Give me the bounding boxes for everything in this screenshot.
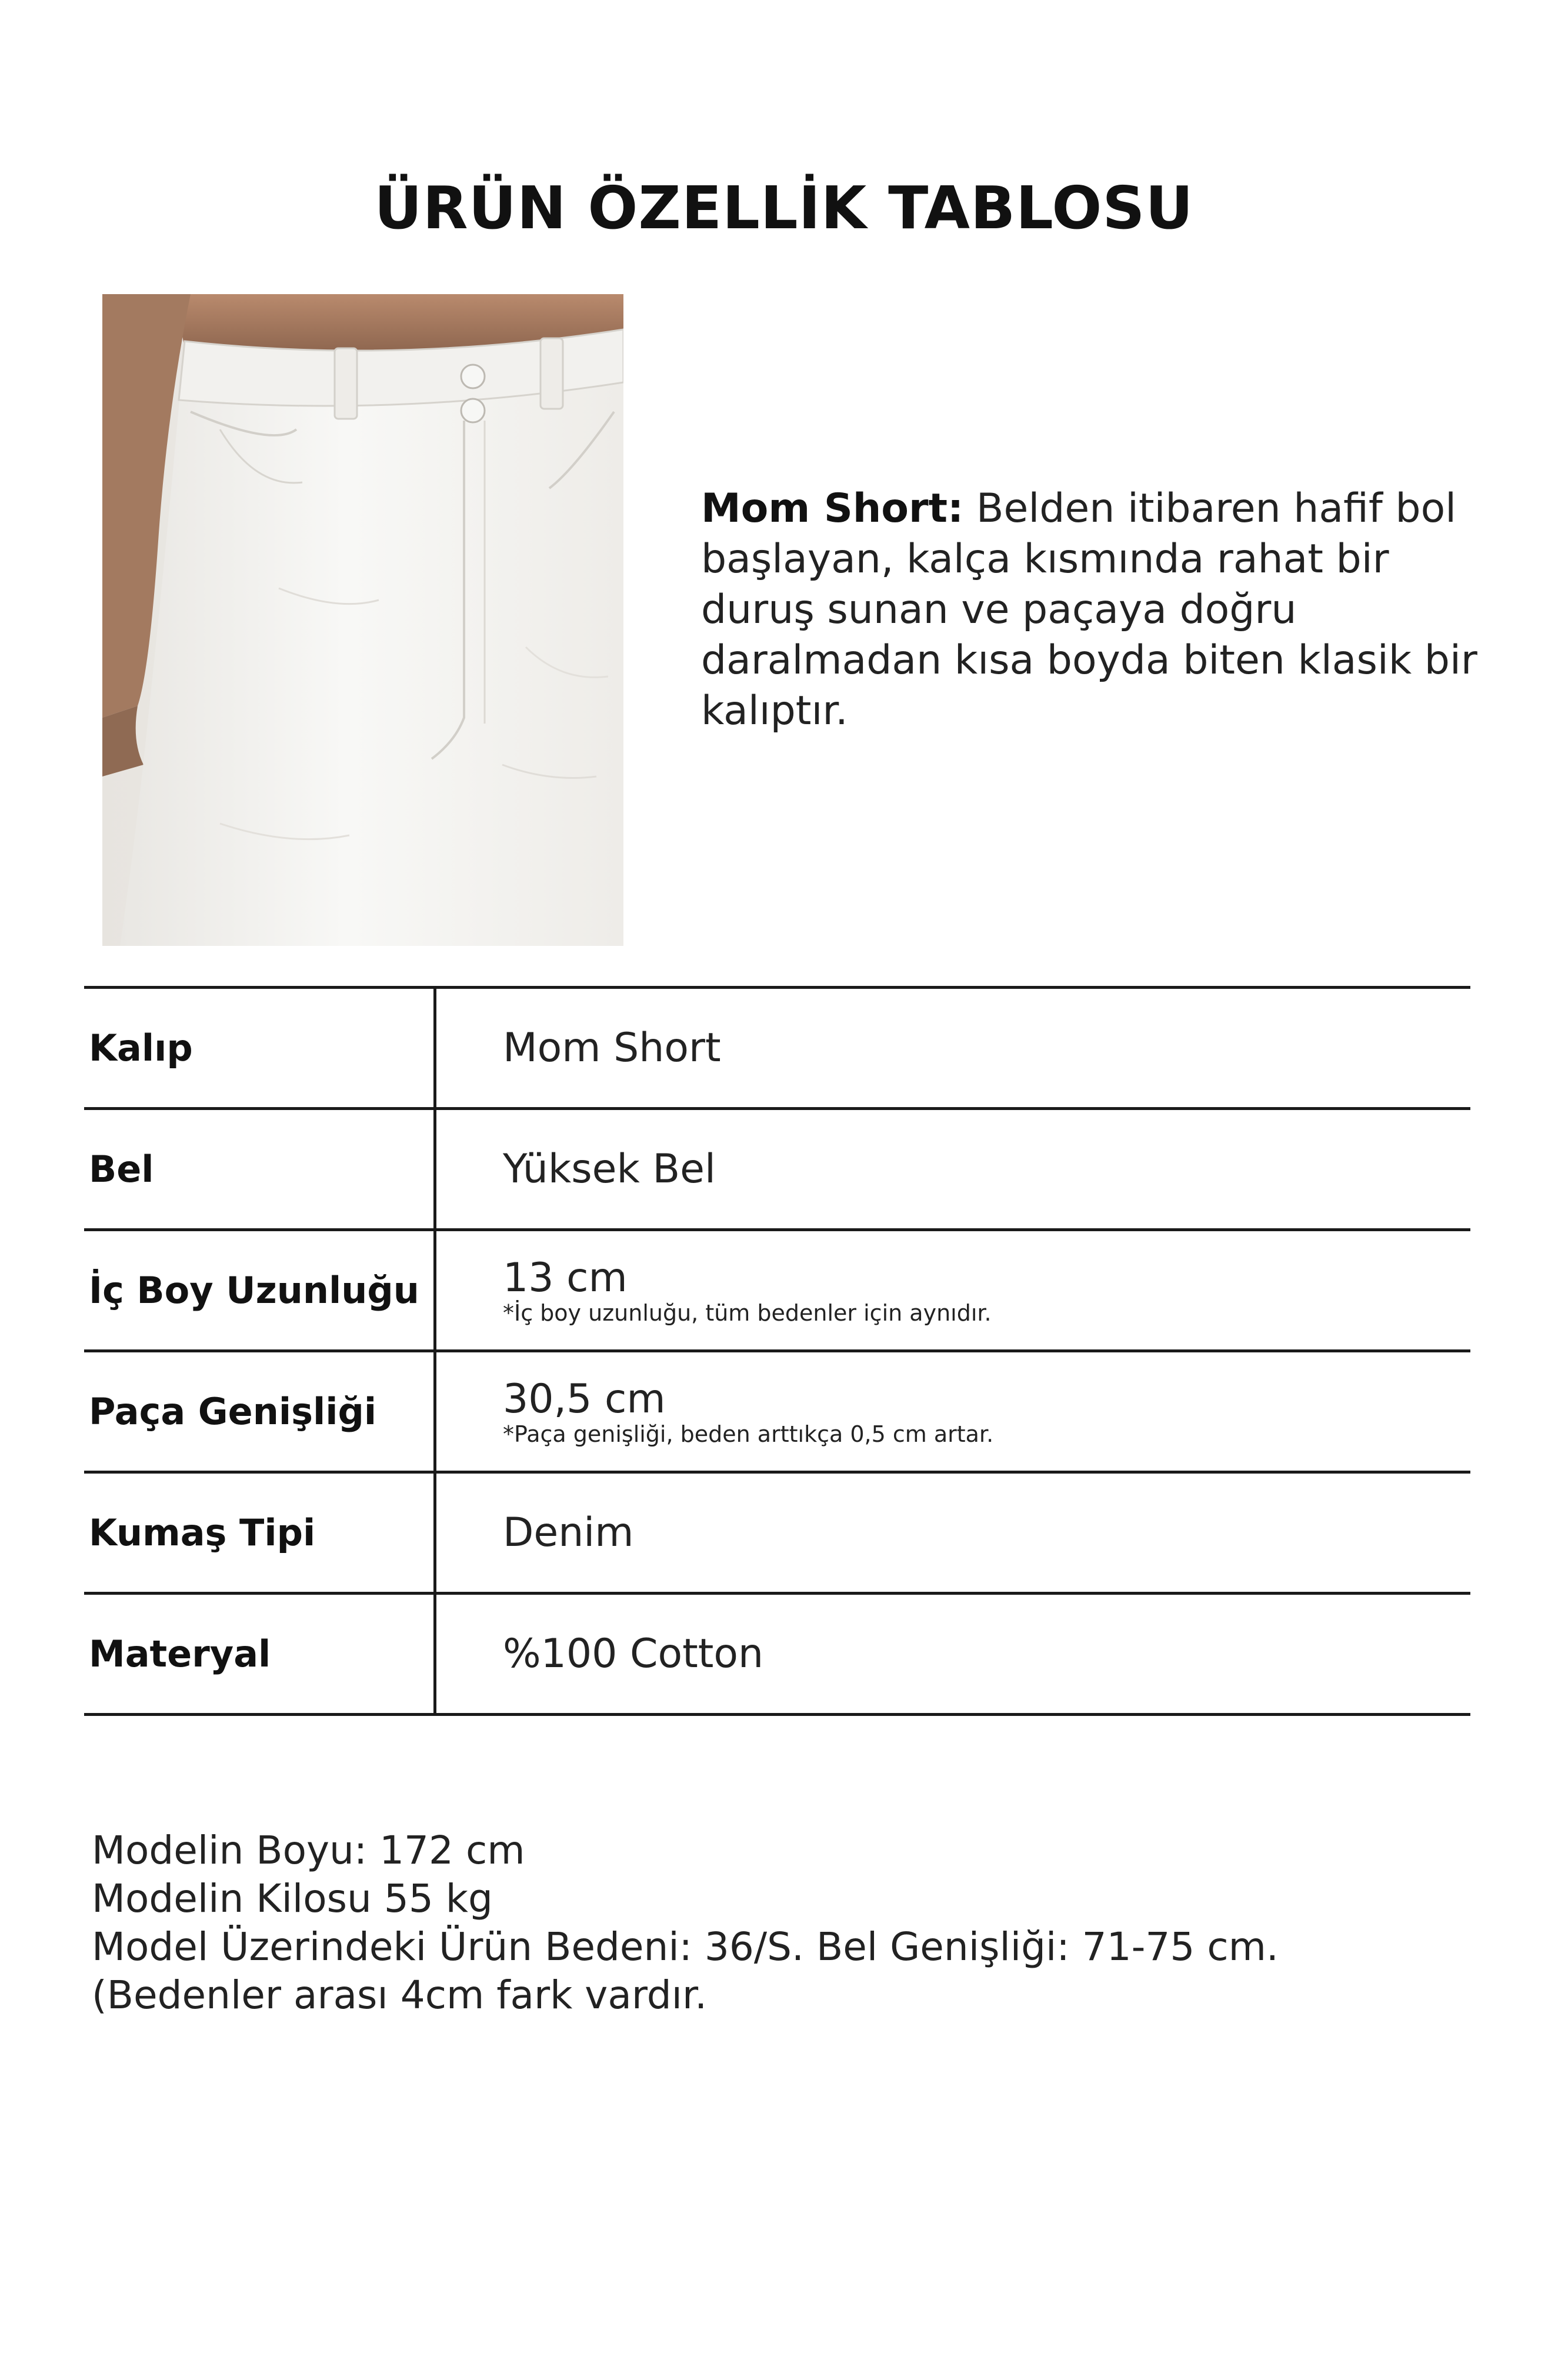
spec-note: *Paça genişliği, beden arttıkça 0,5 cm artar. [503, 1421, 994, 1447]
spec-label: Kumaş Tipi [89, 1511, 316, 1554]
spec-label: Kalıp [89, 1026, 193, 1069]
model-height: Modelin Boyu: 172 cm [92, 1828, 525, 1873]
column-divider [433, 1472, 436, 1595]
description-term: Mom Short: [701, 485, 964, 532]
product-photo [102, 294, 623, 946]
column-divider [433, 1351, 436, 1474]
spec-value: 30,5 cm [503, 1375, 666, 1422]
spec-row-materyal [84, 1595, 1470, 1716]
spec-value: Yüksek Bel [503, 1145, 716, 1192]
spec-value: %100 Cotton [503, 1630, 764, 1677]
spec-value-cell [503, 1352, 1444, 1471]
spec-label: Bel [89, 1148, 154, 1191]
spec-row-kumas [84, 1474, 1470, 1595]
column-divider [433, 987, 436, 1110]
page-title: ÜRÜN ÖZELLİK TABLOSU [374, 174, 1194, 242]
spec-value: Denim [503, 1509, 634, 1556]
spec-value-cell [503, 1595, 1444, 1713]
spec-note: *İç boy uzunluğu, tüm bedenler için aynıdır. [503, 1299, 992, 1326]
spec-table [84, 986, 1470, 1716]
description-text: Belden itibaren hafif bol başlayan, kalça kısmında rahat bir duruş sunan ve paçaya doğru daralmadan kısa boyda biten klasik bir kalıptır. [701, 485, 1477, 734]
model-weight: Modelin Kilosu 55 kg [92, 1876, 493, 1921]
column-divider [433, 1108, 436, 1231]
spec-value-cell [503, 989, 1444, 1107]
column-divider [433, 1229, 436, 1352]
spec-value-cell [503, 1474, 1444, 1592]
spec-value: 13 cm [503, 1254, 628, 1301]
column-divider [433, 1593, 436, 1716]
model-size: Model Üzerindeki Ürün Bedeni: 36/S. Bel Genişliği: 71-75 cm. (Bedenler arası 4cm fark vardır. [92, 1924, 1279, 2018]
spec-label: Paça Genişliği [89, 1390, 377, 1433]
spec-label: İç Boy Uzunluğu [89, 1269, 419, 1312]
model-info [92, 1827, 1444, 2019]
spec-value-cell [503, 1231, 1444, 1349]
spec-value: Mom Short [503, 1024, 721, 1071]
product-description [701, 484, 1477, 736]
spec-row-kalip [84, 989, 1470, 1110]
spec-value-cell [503, 1110, 1444, 1228]
spec-label: Materyal [89, 1632, 271, 1675]
spec-row-ic-boy [84, 1231, 1470, 1352]
spec-row-bel [84, 1110, 1470, 1231]
spec-row-paca [84, 1352, 1470, 1474]
